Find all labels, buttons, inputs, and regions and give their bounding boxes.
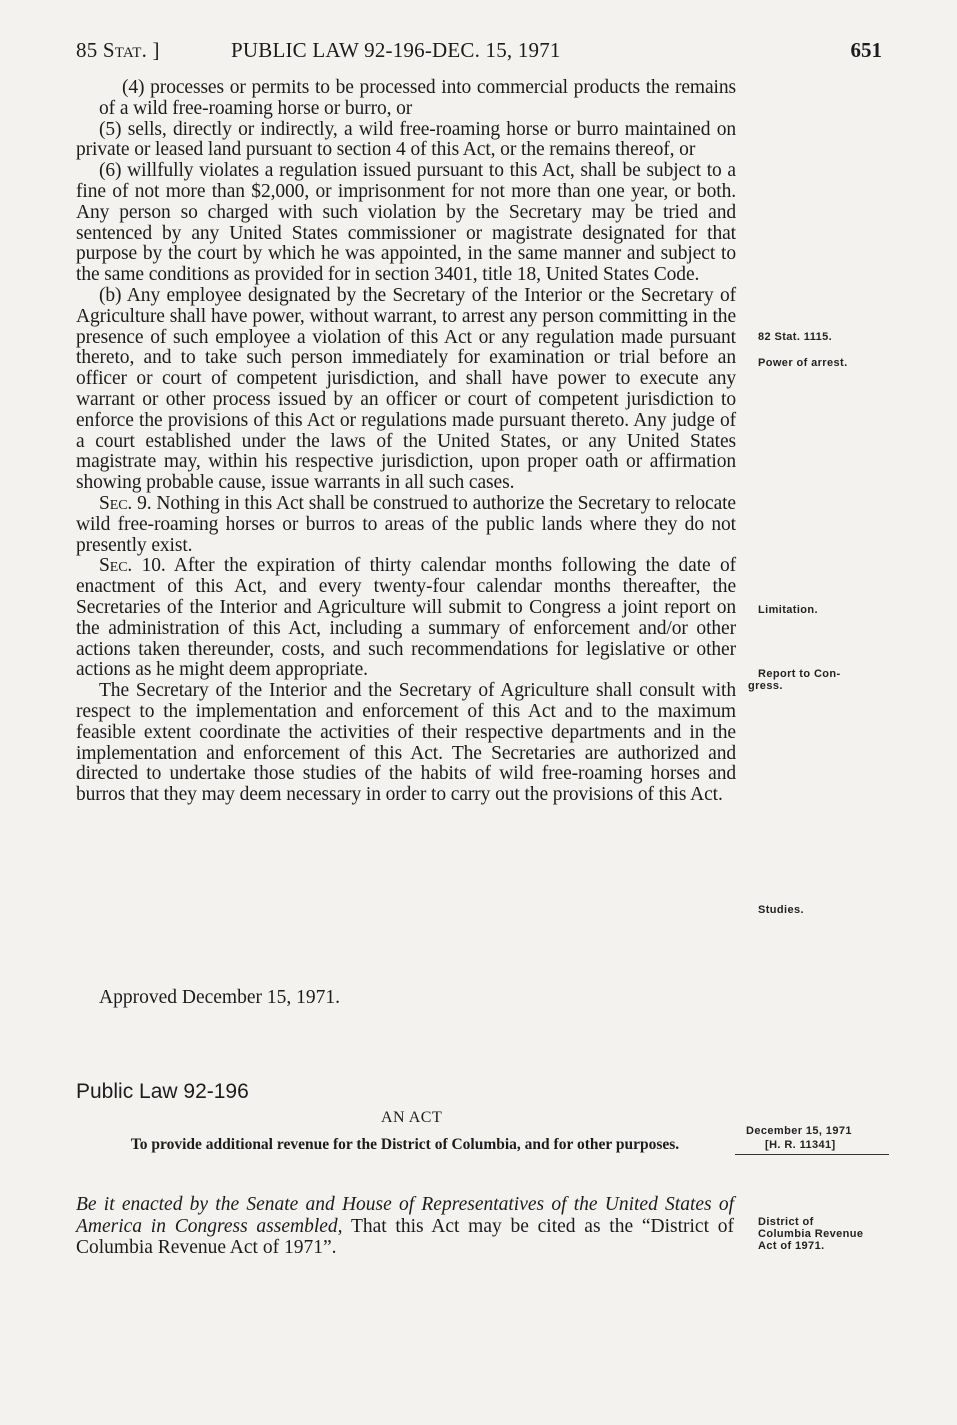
section-10-label: Sec. 10.	[99, 555, 166, 577]
enacting-clause	[76, 1194, 734, 1259]
section-10-text: After the expiration of thirty calendar months following the date of enactment of this Act, and every twenty-four calendar months thereafter, the Secretaries of the Interior and Agriculture will submit to Congress a joint report on the administration of this Act, including a summary of enforcement and/or other actions taken thereunder, costs, and such recommendations for legislative or other actions as he might deem appropriate.	[76, 555, 736, 681]
an-act-heading: AN ACT	[381, 1109, 443, 1126]
page-title: PUBLIC LAW 92-196-DEC. 15, 1971	[231, 38, 561, 62]
margin-note-stat: 82 Stat. 1115.	[758, 331, 833, 343]
margin-note-report-line1: Report to Con-	[758, 668, 841, 680]
consult-paragraph: The Secretary of the Interior and the Secretary of Agriculture shall consult with respect to the implementation and enforcement of this Act and to the maximum feasible extent coordinate the activities of their respective departments and in the implementation and enforcement of this Act. The Secretaries are authorized and directed to undertake those studies of the habits of wild free-roaming horses and burros that they may deem necessary in order to carry out the provisions of this Act.	[76, 680, 736, 806]
section-9-text: Nothing in this Act shall be construed to authorize the Secretary to relocate wild free-roaming horses or burros to areas of the public lands where they do not presently exist.	[76, 492, 736, 556]
margin-note-dc-revenue-act	[758, 1216, 863, 1252]
section-9-label: Sec. 9.	[99, 492, 152, 514]
margin-note-dc-line3: Act of 1971.	[758, 1240, 825, 1252]
page-header	[76, 38, 882, 66]
paragraph-item-4	[76, 78, 736, 120]
margin-note-report	[748, 668, 841, 692]
margin-note-power-of-arrest: Power of arrest.	[758, 357, 848, 369]
page-number: 651	[850, 38, 882, 62]
paragraph-item-6: (6) willfully violates a regulation issued pursuant to this Act, shall be subject to a fine of not more than $2,000, or imprisonment for not more than one year, or both. Any person so charged with such violation by the Secretary may be tried and sentenced by any United States commissioner or magistrate designated for that purpose by the court by which he was appointed, in the same manner and subject to the same conditions as provided for in section 3401, title 18, United States Code.	[76, 160, 736, 286]
main-text	[76, 78, 736, 806]
act-purpose: To provide additional revenue for the District of Columbia, and for other purposes.	[130, 1136, 680, 1153]
paragraph-item-5: (5) sells, directly or indirectly, a wild free-roaming horse or burro maintained on private or leased land pursuant to section 4 of this Act, or the remains thereof, or	[76, 118, 736, 161]
enacting-formula: Be it enacted by the Senate and House of Representatives of the United States of America in Congress assembled,	[76, 1194, 734, 1237]
margin-note-dc-line1: District of	[758, 1216, 814, 1228]
stat-reference: 85 Stat. ]	[76, 38, 160, 62]
margin-note-dc-line2: Columbia Revenue	[758, 1228, 864, 1240]
section-10	[76, 556, 736, 681]
margin-divider	[735, 1154, 889, 1155]
public-law-title: Public Law 92-196	[76, 1080, 249, 1103]
approval-line: Approved December 15, 1971.	[99, 987, 340, 1008]
margin-note-date: December 15, 1971	[746, 1125, 852, 1137]
short-title-text: That this Act may be cited as the “District of Columbia Revenue Act of 1971”.	[76, 1215, 734, 1258]
margin-note-report-line2: gress.	[748, 680, 783, 692]
section-9	[76, 494, 736, 556]
item-4-text: (4) processes or permits to be processed into commercial products the remains of a wild free-roaming horse or burro, or	[99, 77, 736, 119]
margin-note-studies: Studies.	[758, 904, 804, 916]
margin-note-bill: [H. R. 11341]	[765, 1139, 836, 1151]
paragraph-b: (b) Any employee designated by the Secretary of the Interior or the Secretary of Agriculture shall have power, without warrant, to arrest any person committing in the presence of such employee a violation of this Act or any regulation made pursuant thereto, and to take such person immediately for examination or trial before an officer or court of competent jurisdiction, and shall have power to execute any warrant or other process issued by an officer or court of competent jurisdiction to enforce the provisions of this Act or regulations made pursuant thereto. Any judge of a court established under the laws of the United States, or any United States magistrate may, within his respective jurisdiction, upon proper oath or affirmation showing probable cause, issue warrants in all such cases.	[76, 284, 736, 494]
margin-note-limitation: Limitation.	[758, 604, 819, 616]
